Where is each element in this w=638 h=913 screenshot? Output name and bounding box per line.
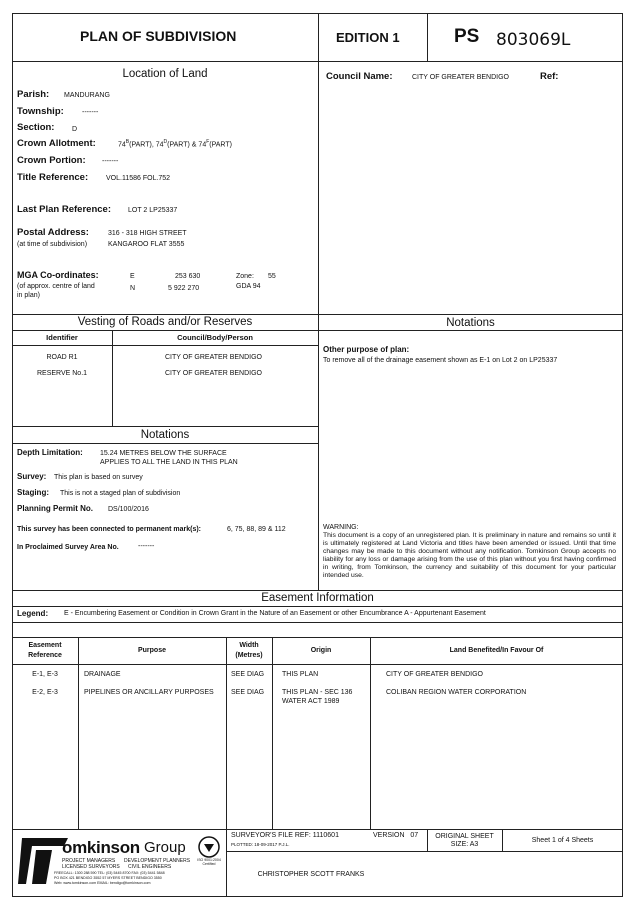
parish-label: Parish: bbox=[17, 89, 50, 100]
plotted-text: PLOTTED: 18-09-2017 P.J.L. bbox=[231, 842, 290, 847]
depth-line2: APPLIES TO ALL THE LAND IN THIS PLAN bbox=[100, 459, 238, 466]
permit-label: Planning Permit No. bbox=[17, 504, 94, 513]
council-name: CITY OF GREATER BENDIGO bbox=[412, 74, 509, 81]
gda: GDA 94 bbox=[236, 283, 261, 290]
easement-row-1-width: SEE DIAG bbox=[231, 671, 265, 678]
logo-line2a: LICENSED SURVEYORS bbox=[62, 864, 120, 870]
ps-number: 803069L bbox=[496, 30, 571, 50]
easement-col-purpose: Purpose bbox=[137, 647, 166, 654]
section-value: D bbox=[72, 126, 78, 133]
section-label: Section: bbox=[17, 122, 55, 133]
zone-value: 55 bbox=[268, 273, 276, 280]
version-label: VERSION 07 bbox=[373, 832, 419, 839]
vesting-heading: Vesting of Roads and/or Reserves bbox=[77, 316, 253, 328]
staging-label: Staging: bbox=[17, 488, 49, 497]
council-ref-label: Ref: bbox=[540, 71, 559, 82]
header-vline-2 bbox=[427, 13, 428, 61]
depth-label: Depth Limitation: bbox=[17, 448, 83, 457]
logo-line4: PO BOX 421 BENDIGO 3552 57 MYERS STREET BENDIGO 3550 bbox=[54, 876, 162, 880]
easement-vline-4 bbox=[370, 637, 371, 829]
notations-left-line bbox=[12, 443, 318, 444]
logo-line1b: DEVELOPMENT PLANNERS bbox=[124, 858, 191, 864]
last-plan-value: LOT 2 LP25337 bbox=[128, 207, 178, 214]
n-label: N bbox=[130, 285, 136, 292]
logo-line1a: PROJECT MANAGERS bbox=[62, 858, 116, 864]
vesting-row-1-council: CITY OF GREATER BENDIGO bbox=[165, 354, 262, 361]
easement-row-2-ref: E-2, E-3 bbox=[32, 689, 58, 696]
postal-line1: 316 - 318 HIGH STREET bbox=[108, 230, 187, 237]
version-value: 07 bbox=[410, 832, 419, 839]
staging-text: This is not a staged plan of subdivision bbox=[60, 490, 181, 497]
proclaimed-text: ------- bbox=[138, 543, 155, 550]
easement-vline-2 bbox=[226, 637, 227, 829]
township-label: Township: bbox=[17, 106, 64, 117]
legend-line bbox=[12, 622, 623, 623]
logo-line2b: CIVIL ENGINEERS bbox=[128, 864, 172, 870]
logo-group: Group bbox=[144, 839, 186, 856]
logo-line5: Web: www.tomkinson.com EMAIL: bendigo@tomkinson.com bbox=[54, 881, 151, 885]
header-vline-1 bbox=[318, 13, 319, 61]
easement-vline-3 bbox=[272, 637, 273, 829]
easement-row-2-purpose: PIPELINES OR ANCILLARY PURPOSES bbox=[84, 689, 214, 696]
mid-divider bbox=[12, 314, 623, 315]
easement-row-2-origin-1: THIS PLAN - SEC 136 bbox=[282, 689, 353, 696]
notations-left-heading: Notations bbox=[140, 429, 190, 441]
marks-text: 6, 75, 88, 89 & 112 bbox=[227, 526, 286, 533]
survey-label: Survey: bbox=[17, 472, 47, 481]
warning-text: This document is a copy of an unregistered plan. It is preliminary in nature and remains so until it is ultimately registered at Land Victoria and titles have been amended or issued. Until that time changes may be made to this document without any notification. Tomkinson Group accepts no liability for any loss or damage arising from the use of this plan without you first having confirmed in writing, from Tomkinson, the currency and suitability of this document for your particular intended use. bbox=[323, 532, 616, 580]
survey-text: This plan is based on survey bbox=[54, 474, 143, 481]
easement-row-2-origin-2: WATER ACT 1989 bbox=[282, 698, 340, 705]
easement-row-1-ref: E-1, E-3 bbox=[32, 671, 58, 678]
notations-right-heading: Notations bbox=[446, 317, 495, 329]
permit-text: DS/100/2016 bbox=[108, 506, 149, 513]
parish-value: MANDURANG bbox=[64, 92, 110, 99]
easement-col-width-1: Width bbox=[239, 642, 259, 649]
council-label: Council Name: bbox=[326, 71, 393, 82]
e-value: 253 630 bbox=[175, 273, 201, 280]
footer-vline-logo bbox=[226, 829, 227, 897]
crown-allotment-value: $74^B(PART)$, $74^D(PART)$ & $74^F(PART)$ bbox=[118, 139, 232, 149]
easement-col-ref-2: Reference bbox=[28, 652, 62, 659]
legend-text: E - Encumbering Easement or Condition in Crown Grant in the Nature of an Easement or other Encumbrance A - Appurtenant Easement bbox=[64, 610, 486, 617]
purpose-text: To remove all of the drainage easement shown as E-1 on Lot 2 on LP25337 bbox=[323, 357, 558, 364]
vesting-row-1-identifier: ROAD R1 bbox=[46, 354, 78, 361]
easement-col-width-2: (Metres) bbox=[235, 652, 263, 659]
easement-col-line bbox=[12, 664, 623, 665]
purpose-label: Other purpose of plan: bbox=[323, 345, 410, 354]
vesting-row-2-council: CITY OF GREATER BENDIGO bbox=[165, 370, 262, 377]
crown-allotment-label: Crown Allotment: bbox=[17, 138, 96, 149]
crown-portion-value: ------- bbox=[102, 158, 119, 165]
easement-vline-1 bbox=[78, 637, 79, 829]
vesting-col-council: Council/Body/Person bbox=[177, 333, 253, 342]
original-sheet-2: SIZE: A3 bbox=[450, 841, 479, 848]
vesting-row-2-identifier: RESERVE No.1 bbox=[36, 370, 88, 377]
edition-label: EDITION 1 bbox=[336, 30, 400, 45]
postal-sub: (at time of subdivision) bbox=[17, 241, 88, 248]
easement-row-1-land: CITY OF GREATER BENDIGO bbox=[386, 671, 483, 678]
mga-label: MGA Co-ordinates: bbox=[17, 270, 99, 280]
iso-text: ISO 9001:2004 Certified bbox=[197, 858, 221, 866]
n-value: 5 922 270 bbox=[168, 285, 200, 292]
notations-right-line bbox=[318, 330, 623, 331]
legend-label: Legend: bbox=[17, 609, 49, 618]
original-sheet-1: ORIGINAL SHEET bbox=[435, 833, 494, 840]
easement-heading: Easement Information bbox=[261, 592, 374, 604]
proclaimed-label: In Proclaimed Survey Area No. bbox=[17, 544, 119, 551]
last-plan-label: Last Plan Reference: bbox=[17, 204, 111, 215]
logo-main: omkinson bbox=[62, 838, 140, 857]
crown-portion-label: Crown Portion: bbox=[17, 155, 86, 166]
easement-top bbox=[12, 590, 623, 591]
ps-prefix: PS bbox=[454, 26, 480, 47]
sheet-count: Sheet 1 of 4 Sheets bbox=[531, 837, 594, 844]
vesting-head-line bbox=[12, 330, 318, 331]
postal-label: Postal Address: bbox=[17, 227, 89, 238]
warning-label: WARNING: bbox=[323, 524, 359, 531]
e-label: E bbox=[130, 273, 135, 280]
vesting-vline bbox=[112, 330, 113, 426]
easement-table-top bbox=[12, 637, 623, 638]
easement-row-1-origin: THIS PLAN bbox=[282, 671, 319, 678]
marks-label: This survey has been connected to permanent mark(s): bbox=[17, 526, 201, 533]
easement-col-land: Land Benefited/In Favour Of bbox=[449, 647, 544, 654]
postal-line2: KANGAROO FLAT 3555 bbox=[108, 241, 185, 248]
vesting-col-line bbox=[12, 345, 318, 346]
iso-badge-icon bbox=[198, 836, 220, 858]
mga-sub1: (of approx. centre of land bbox=[17, 283, 95, 290]
notations-left-top bbox=[12, 426, 318, 427]
file-ref-label: SURVEYOR'S FILE REF: 1110601 bbox=[231, 832, 339, 839]
township-value: ------- bbox=[82, 109, 99, 116]
easement-row-2-land: COLIBAN REGION WATER CORPORATION bbox=[386, 689, 527, 696]
surveyor-name: CHRISTOPHER SCOTT FRANKS bbox=[257, 871, 365, 878]
footer-mid bbox=[226, 851, 623, 852]
depth-line1: 15.24 METRES BELOW THE SURFACE bbox=[100, 450, 227, 457]
easement-col-origin: Origin bbox=[310, 647, 332, 654]
footer-top bbox=[12, 829, 623, 830]
easement-head-line bbox=[12, 606, 623, 607]
easement-row-2-width: SEE DIAG bbox=[231, 689, 265, 696]
logo-line3: FREECALL: 1300 288 590 TEL: (03) 5445 8700 FAX: (03) 5441 5848 bbox=[54, 871, 165, 875]
location-heading: Location of Land bbox=[122, 68, 208, 80]
mga-sub2: in plan) bbox=[17, 292, 40, 299]
file-ref-value: 1110601 bbox=[312, 832, 339, 839]
zone-label: Zone: bbox=[236, 273, 254, 280]
tomkinson-logo bbox=[18, 834, 223, 892]
easement-row-1-purpose: DRAINAGE bbox=[84, 671, 121, 678]
vesting-col-identifier: Identifier bbox=[46, 333, 78, 342]
plan-title: PLAN OF SUBDIVISION bbox=[80, 28, 237, 44]
title-ref-value: VOL.11586 FOL.752 bbox=[106, 175, 171, 182]
easement-col-ref-1: Easement bbox=[28, 642, 62, 649]
title-ref-label: Title Reference: bbox=[17, 172, 89, 183]
